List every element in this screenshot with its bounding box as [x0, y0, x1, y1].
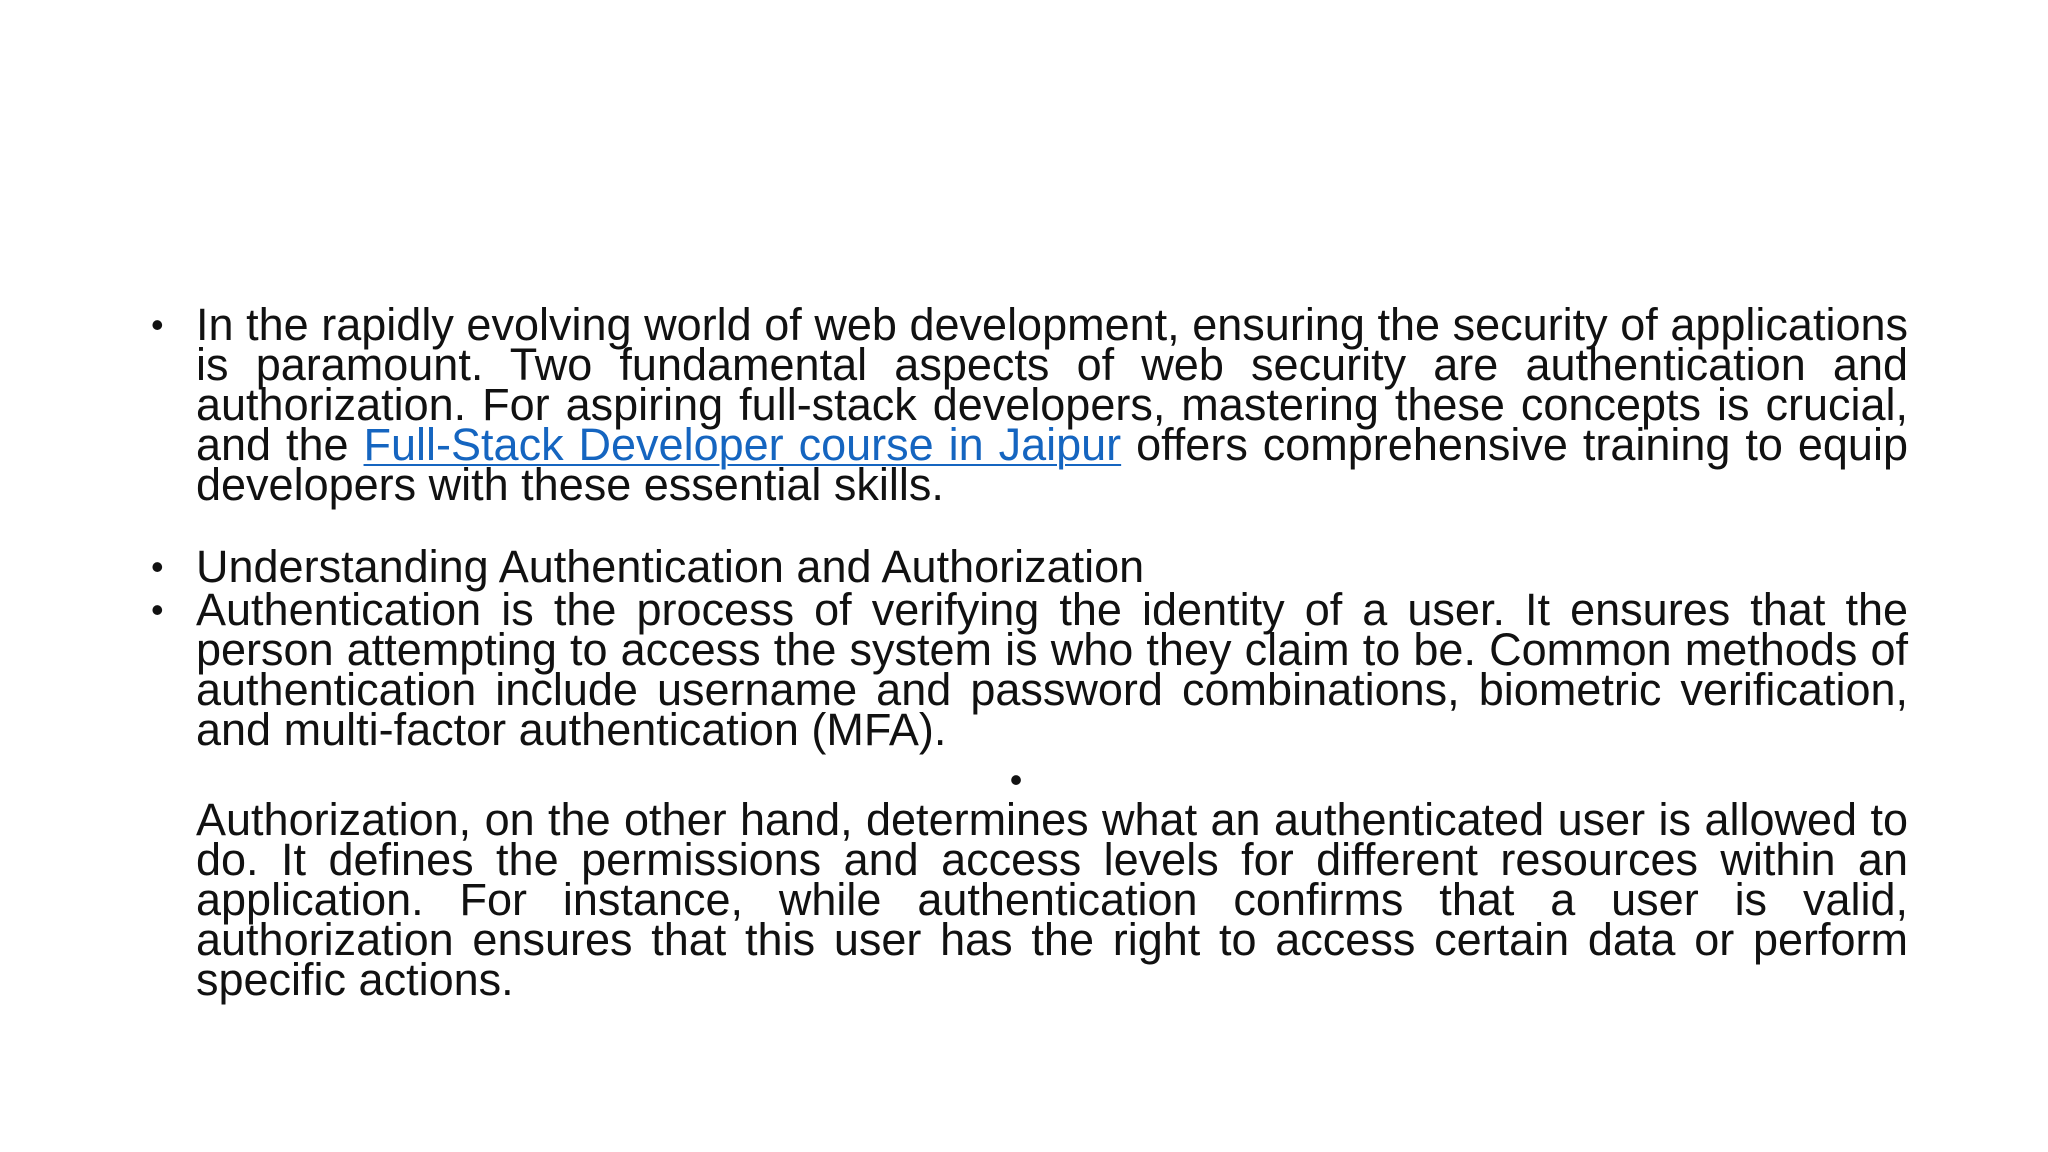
bullet-list: [151, 299, 1908, 755]
section-heading: Understanding Authentication and Authorization: [196, 541, 1145, 592]
course-link[interactable]: Full-Stack Developer course in Jaipur: [363, 419, 1122, 470]
bullet-item-intro: [151, 299, 1908, 510]
empty-bullet-marker: •: [1009, 759, 1023, 800]
intro-text-after-link: offers comprehensive training to equip developers with these essential skills.: [196, 419, 1908, 510]
authorization-paragraph: Authorization, on the other hand, determines what an authenticated user is allowed to do. It defines the permissions and access levels for different resources within an application. For instance, while authentication confirms that a user is valid, authorization ensures that this user has the right to access certain data or perform specific actions.: [196, 794, 1908, 1005]
bullet-item-heading: [151, 541, 1908, 592]
bullet-marker: •: [151, 589, 164, 630]
authentication-text: Authentication is the process of verifying the identity of a user. It ensures that the person attempting to access the system is who they claim to be. Common methods of authentication include username and password combinations, biometric verification, and multi-factor authentication (MFA).: [196, 584, 1908, 755]
intro-text-before-link: In the rapidly evolving world of web development, ensuring the security of applications is paramount. Two fundamental aspects of web security are authentication and authorization. For aspiring full-stack developers, mastering these concepts is crucial, and the: [196, 299, 1908, 470]
bullet-item-authentication: [151, 584, 1908, 755]
bullet-marker: •: [151, 546, 164, 587]
bullet-marker: •: [151, 304, 164, 345]
